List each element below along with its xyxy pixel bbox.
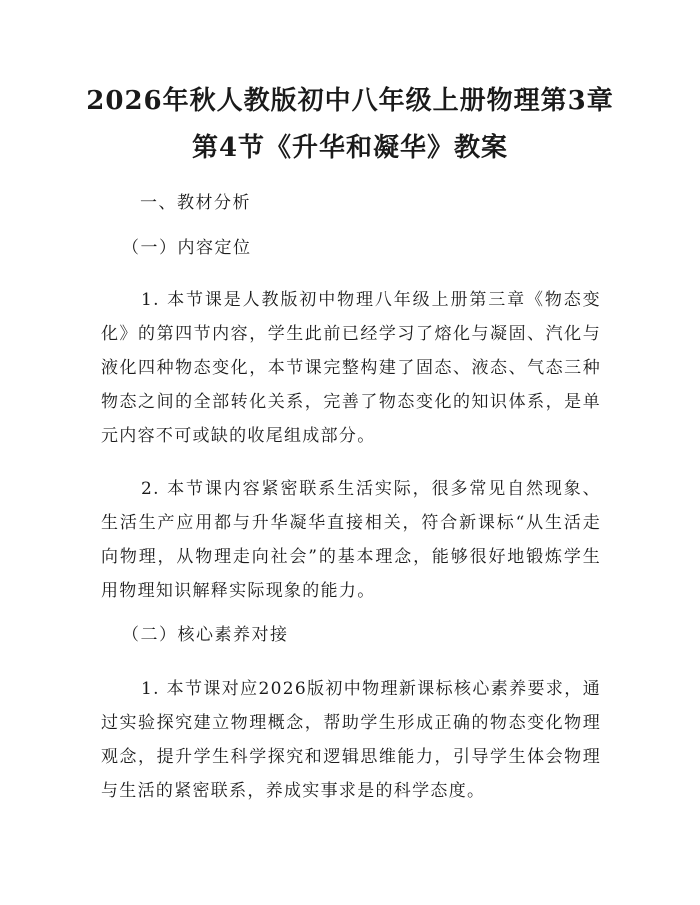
subsection-heading-content-positioning: （一）内容定位: [122, 238, 252, 258]
subsection-heading-core-literacy: （二）核心素养对接: [122, 625, 289, 645]
document-title-line-1: 2026年秋人教版初中八年级上册物理第3章: [86, 86, 614, 116]
paragraph-core-literacy-1: 1. 本节课对应2026版初中物理新课标核心素养要求，通过实验探究建立物理概念，帮助学生形成正确的物态变化物理观念，提升学生科学探究和逻辑思维能力，引导学生体会物理与生活的紧密联系，养成实事求是的科学态度。: [101, 679, 601, 801]
paragraph-content-positioning-2: 2. 本节课内容紧密联系生活实际，很多常见自然现象、生活生产应用都与升华凝华直接相关，符合新课标“从生活走向物理，从物理走向社会”的基本理念，能够很好地锻炼学生用物理知识解释实际现象的能力。: [101, 479, 601, 601]
document-title-line-2: 第4节《升华和凝华》教案: [191, 133, 509, 163]
section-heading-textbook-analysis: 一、教材分析: [140, 193, 251, 213]
paragraph-content-positioning-1: 1. 本节课是人教版初中物理八年级上册第三章《物态变化》的第四节内容，学生此前已经学习了熔化与凝固、汽化与液化四种物态变化，本节课完整构建了固态、液态、气态三种物态之间的全部转化关系，完善了物态变化的知识体系，是单元内容不可或缺的收尾组成部分。: [101, 290, 601, 446]
